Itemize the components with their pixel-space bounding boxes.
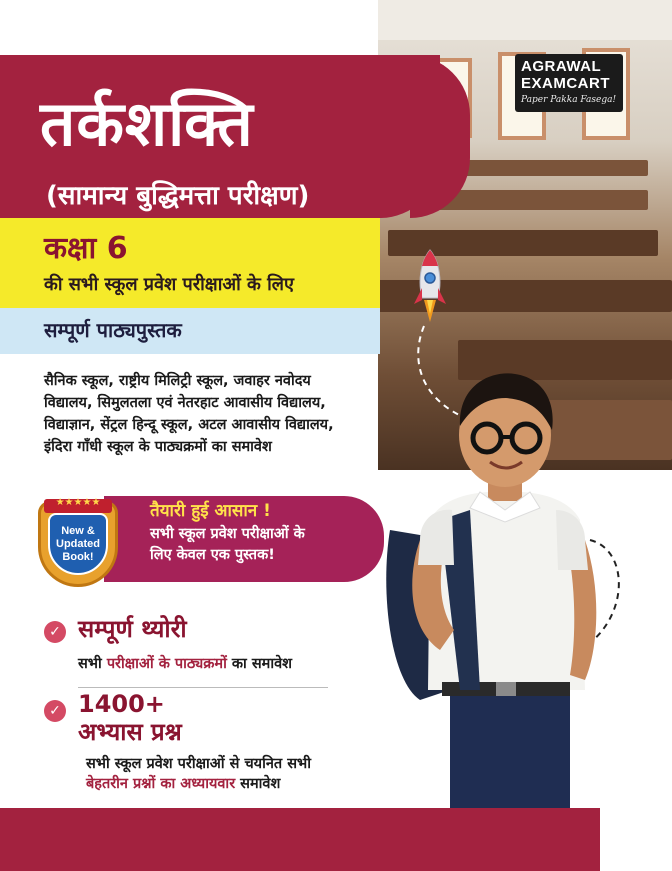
description-line: इंदिरा गाँधी स्कूल के पाठ्यक्रमों का समावेश — [44, 439, 272, 455]
student-illustration — [380, 360, 630, 820]
feature-text: सभी परीक्षाओं के पाठ्यक्रमों का समावेश — [78, 656, 293, 672]
feature-title: 1400+ अभ्यास प्रश्न — [78, 690, 182, 746]
description-line: सैनिक स्कूल, राष्ट्रीय मिलिट्री स्कूल, जवाहर नवोदय — [44, 373, 311, 389]
logo-tagline: Paper Pakka Fasega! — [521, 95, 617, 105]
stars-icon: ★★★★★ — [55, 497, 101, 508]
book-subtitle: (सामान्य बुद्धिमत्ता परीक्षण) — [46, 181, 310, 211]
class-subtitle: की सभी स्कूल प्रवेश परीक्षाओं के लिए — [44, 274, 294, 295]
bottom-band — [0, 808, 672, 871]
description-line: विद्याज्ञान, सेंट्रल हिन्दू स्कूल, अटल आवासीय विद्यालय, — [44, 417, 334, 433]
feature-text: सभी स्कूल प्रवेश परीक्षाओं से चयनित सभी बेहतरीन प्रश्नों का अध्यायवार समावेश — [86, 756, 311, 792]
logo-line2: EXAMCART — [521, 75, 610, 92]
check-icon — [44, 700, 66, 722]
badge-text: New & Updated Book! — [56, 525, 100, 563]
description-line: विद्यालय, सिमुलतला एवं नेतरहाट आवासीय विद्यालय, — [44, 395, 326, 411]
textbook-label: सम्पूर्ण पाठ्यपुस्तक — [44, 318, 182, 342]
highlight-text — [150, 524, 380, 566]
highlight-line: सभी स्कूल प्रवेश परीक्षाओं के — [150, 526, 305, 542]
logo-line1: AGRAWAL — [521, 58, 602, 75]
publisher-logo — [515, 54, 623, 112]
description — [44, 370, 384, 458]
divider — [78, 687, 328, 688]
feature-title: सम्पूर्ण थ्योरी — [78, 615, 187, 643]
rocket-icon — [410, 248, 450, 328]
new-updated-badge — [32, 497, 124, 589]
highlight-title: तैयारी हुई आसान ! — [150, 501, 271, 521]
book-title: तर्कशक्ति — [40, 87, 254, 160]
class-title: कक्षा 6 — [44, 231, 128, 266]
check-icon — [44, 621, 66, 643]
highlight-line: लिए केवल एक पुस्तक! — [150, 547, 275, 563]
